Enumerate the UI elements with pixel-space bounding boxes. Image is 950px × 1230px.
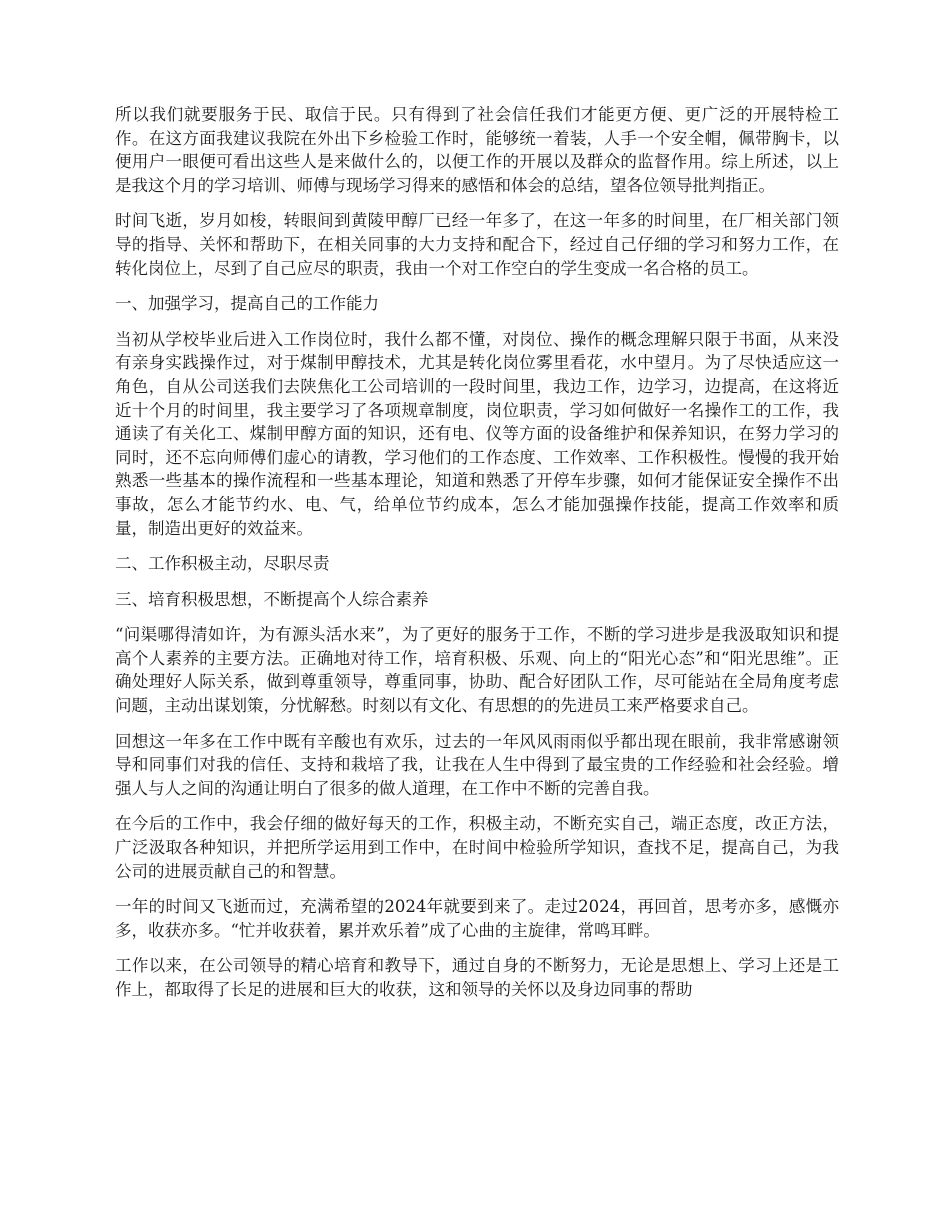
section-heading: 二、工作积极主动，尽职尽责 <box>115 554 330 574</box>
paragraph: 当初从学校毕业后进入工作岗位时，我什么都不懂，对岗位、操作的概念理解只限于书面，从来没有亲身实践操作过，对于煤制甲醇技术，尤其是转化岗位雾里看花，水中望月。为了尽快适应这一角色，自从公司送我们去陕焦化工公司培训的一段时间里，我边工作，边学习，边提高，在这将近近十个月的时间里，我主要学习了各项规章制度，岗位职责，学习如何做好一名操作工的工作，我通读了有关化工、煤制甲醇方面的知识，还有电、仪等方面的设备维护和保养知识，在努力学习的同时，还不忘向师傅们虚心的请教，学习他们的工作态度、工作效率、工作积极性。慢慢的我开始熟悉一些基本的操作流程和一些基本理论，知道和熟悉了开停车步骤，如何才能保证安全操作不出事故，怎么才能节约水、电、气，给单位节约成本，怎么才能加强操作技能，提高工作效率和质量，制造出更好的效益来。 <box>115 329 839 538</box>
paragraph: 所以我们就要服务于民、取信于民。只有得到了社会信任我们才能更方便、更广泛的开展特检工作。在这方面我建议我院在外出下乡检验工作时，能够统一着装，人手一个安全帽，佩带胸卡，以便用户一眼便可看出这些人是来做什么的，以便工作的开展以及群众的监督作用。综上所述，以上是我这个月的学习培训、师傅与现场学习得来的感悟和体会的总结，望各位领导批判指正。 <box>115 105 839 195</box>
paragraph: 在今后的工作中，我会仔细的做好每天的工作，积极主动，不断充实自己，端正态度，改正方法，广泛汲取各种知识，并把所学运用到工作中，在时间中检验所学知识，查找不足，提高自己，为我公司的进展贡献自己的和智慧。 <box>115 814 839 881</box>
paragraph: 一年的时间又飞逝而过，充满希望的2024年就要到来了。走过2024，再回首，思考亦多，感慨亦多，收获亦多。“忙并收获着，累并欢乐着”成了心曲的主旋律，常鸣耳畔。 <box>115 897 839 940</box>
paragraph: 工作以来，在公司领导的精心培育和教导下，通过自身的不断努力，无论是思想上、学习上还是工作上，都取得了长足的进展和巨大的收获，这和领导的关怀以及身边同事的帮助 <box>115 956 839 999</box>
paragraph: 回想这一年多在工作中既有辛酸也有欢乐，过去的一年风风雨雨似乎都出现在眼前，我非常感谢领导和同事们对我的信任、支持和栽培了我，让我在人生中得到了最宝贵的工作经验和社会经验。增强人与人之间的沟通让明白了很多的做人道理，在工作中不断的完善自我。 <box>115 731 839 798</box>
document-body <box>115 103 839 1014</box>
section-heading: 一、加强学习，提高自己的工作能力 <box>115 294 379 314</box>
section-heading: 三、培育积极思想，不断提高个人综合素养 <box>115 589 429 609</box>
paragraph: “问渠哪得清如许，为有源头活水来”，为了更好的服务于工作，不断的学习进步是我汲取知识和提高个人素养的主要方法。正确地对待工作，培育积极、乐观、向上的“阳光心态”和“阳光思维”。正确处理好人际关系，做到尊重领导，尊重同事，协助、配合好团队工作，尽可能站在全局角度考虑问题，主动出谋划策，分忧解愁。时刻以有文化、有思想的的先进员工来严格要求自己。 <box>115 625 839 716</box>
paragraph: 时间飞逝，岁月如梭，转眼间到黄陵甲醇厂已经一年多了，在这一年多的时间里，在厂相关部门领导的指导、关怀和帮助下，在相关同事的大力支持和配合下，经过自己仔细的学习和努力工作，在转化岗位上，尽到了自己应尽的职责，我由一个对工作空白的学生变成一名合格的员工。 <box>115 211 839 278</box>
